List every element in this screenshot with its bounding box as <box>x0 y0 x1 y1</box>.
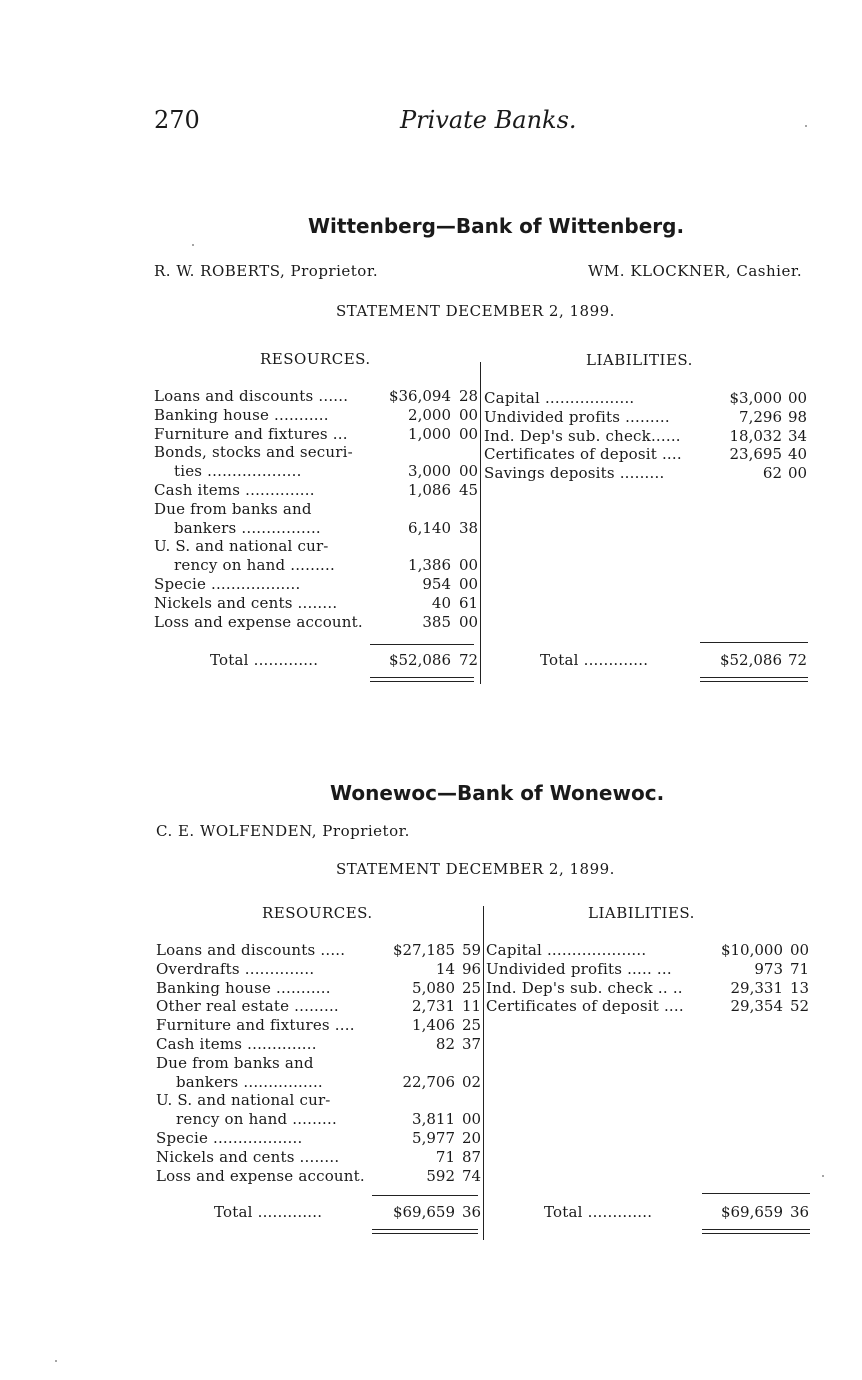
resource-dollars: 592 <box>426 1166 455 1185</box>
resource-cents: 20 <box>462 1129 482 1147</box>
subtotal-rule <box>700 642 808 643</box>
liability-cents: 00 <box>788 464 808 483</box>
resource-dollars: 1,386 <box>408 556 451 575</box>
resource-label: ties ................... <box>174 462 302 481</box>
resource-label: Loans and discounts ...... <box>154 387 349 405</box>
resource-dollars: 385 <box>422 612 451 631</box>
resource-cents: 00 <box>459 405 479 424</box>
subtotal-rule <box>370 644 474 645</box>
resource-dollars: 5,977 <box>412 1129 455 1147</box>
liability-dollars: 18,032 <box>729 426 782 445</box>
running-title: Private Banks. <box>400 106 577 134</box>
resource-cents: 87 <box>462 1147 482 1166</box>
resource-label: U. S. and national cur- <box>156 1091 331 1110</box>
resource-cents: 00 <box>459 612 479 631</box>
resource-dollars: $36,094 <box>388 387 451 405</box>
resource-label: Other real estate ......... <box>156 997 339 1016</box>
liability-label: Undivided profits ......... <box>484 407 670 426</box>
liability-dollars: 29,354 <box>730 997 783 1016</box>
liability-cents: 52 <box>790 997 810 1016</box>
resource-cents: 74 <box>462 1166 482 1185</box>
resources-total-cents: 36 <box>462 1203 482 1221</box>
resource-dollars: 5,080 <box>412 978 455 997</box>
resource-cents: 00 <box>459 424 479 443</box>
resources-total-dollars: $52,086 <box>388 651 451 669</box>
resource-cents: 00 <box>459 462 479 481</box>
statement-date: STATEMENT DECEMBER 2, 1899. <box>336 860 615 878</box>
resource-dollars: 71 <box>435 1147 455 1166</box>
resource-label: Loans and discounts ..... <box>156 941 346 959</box>
liability-label: Capital .................. <box>484 389 635 407</box>
resources-header: RESOURCES. <box>260 350 371 368</box>
resource-label: Banking house ........... <box>156 978 331 997</box>
resource-cents: 28 <box>459 387 479 405</box>
liability-dollars: 23,695 <box>729 445 782 464</box>
resource-label: Banking house ........... <box>154 405 329 424</box>
resource-label: bankers ................ <box>174 518 321 537</box>
resource-dollars: 1,000 <box>408 424 451 443</box>
liabilities-total-dollars: $52,086 <box>719 651 782 669</box>
total-double-rule <box>700 677 808 678</box>
liability-label: Ind. Dep's sub. check...... <box>484 426 681 445</box>
print-speck <box>55 1360 57 1362</box>
resources-total-cents: 72 <box>459 651 479 669</box>
liability-label: Undivided profits ..... ... <box>486 959 672 978</box>
resource-dollars: 2,000 <box>408 405 451 424</box>
resource-dollars: 6,140 <box>408 518 451 537</box>
resource-dollars: 1,086 <box>408 481 451 499</box>
resource-cents: 11 <box>462 997 482 1016</box>
liability-cents: 00 <box>790 941 810 959</box>
proprietor-line: C. E. WOLFENDEN, Proprietor. <box>156 822 410 840</box>
resource-dollars: 3,811 <box>412 1110 455 1129</box>
liability-cents: 71 <box>790 959 810 978</box>
subtotal-rule <box>372 1195 478 1196</box>
total-double-rule <box>370 681 474 682</box>
liability-cents: 13 <box>790 978 810 997</box>
resource-cents: 59 <box>462 941 482 959</box>
liability-label: Savings deposits ......... <box>484 464 665 483</box>
resource-label: Specie .................. <box>156 1129 303 1147</box>
resource-cents: 00 <box>459 575 479 593</box>
resource-cents: 25 <box>462 1016 482 1035</box>
print-speck <box>822 1175 824 1177</box>
resources-total-label: Total ............. <box>214 1203 323 1221</box>
resource-cents: 00 <box>462 1110 482 1129</box>
resource-cents: 02 <box>462 1072 482 1091</box>
resource-cents: 00 <box>459 556 479 575</box>
resource-dollars: 82 <box>435 1035 455 1053</box>
liability-cents: 00 <box>788 389 808 407</box>
resource-label: Due from banks and <box>156 1053 314 1072</box>
statement-date: STATEMENT DECEMBER 2, 1899. <box>336 302 615 320</box>
bank-title: Wittenberg—Bank of Wittenberg. <box>308 214 685 238</box>
resource-label: U. S. and national cur- <box>154 537 329 556</box>
column-divider <box>480 362 481 684</box>
resource-label: rency on hand ......... <box>176 1110 337 1129</box>
cashier-line: WM. KLOCKNER, Cashier. <box>588 262 803 280</box>
liabilities-header: LIABILITIES. <box>586 351 693 369</box>
liability-dollars: $10,000 <box>720 941 783 959</box>
resource-cents: 96 <box>462 959 482 978</box>
resource-dollars: 22,706 <box>402 1072 455 1091</box>
liabilities-header: LIABILITIES. <box>588 904 695 922</box>
resource-cents: 61 <box>459 593 479 612</box>
liability-dollars: 973 <box>754 959 783 978</box>
resource-cents: 25 <box>462 978 482 997</box>
liability-cents: 40 <box>788 445 808 464</box>
resource-cents: 45 <box>459 481 479 499</box>
liability-cents: 98 <box>788 407 808 426</box>
proprietor-line: R. W. ROBERTS, Proprietor. <box>154 262 379 280</box>
print-speck <box>192 244 194 246</box>
resource-label: Furniture and fixtures ... <box>154 424 348 443</box>
resource-label: Nickels and cents ........ <box>156 1147 340 1166</box>
resource-label: rency on hand ......... <box>174 556 335 575</box>
total-double-rule <box>372 1229 478 1230</box>
liability-label: Certificates of deposit .... <box>484 445 682 464</box>
print-speck <box>805 125 807 127</box>
subtotal-rule <box>702 1193 810 1194</box>
resource-label: Furniture and fixtures .... <box>156 1016 355 1035</box>
liability-cents: 34 <box>788 426 808 445</box>
liabilities-total-label: Total ............. <box>540 651 649 669</box>
total-double-rule <box>700 681 808 682</box>
resource-cents: 38 <box>459 518 479 537</box>
bank-title: Wonewoc—Bank of Wonewoc. <box>330 781 665 805</box>
resource-dollars: 14 <box>435 959 455 978</box>
page-number: 270 <box>154 106 200 134</box>
resource-dollars: 954 <box>422 575 451 593</box>
resources-header: RESOURCES. <box>262 904 373 922</box>
resources-total-dollars: $69,659 <box>392 1203 455 1221</box>
liability-label: Capital .................... <box>486 941 647 959</box>
total-double-rule <box>372 1233 478 1234</box>
column-divider <box>483 906 484 1240</box>
resource-dollars: 2,731 <box>412 997 455 1016</box>
liabilities-total-cents: 36 <box>790 1203 810 1221</box>
liability-dollars: 29,331 <box>730 978 783 997</box>
liabilities-total-dollars: $69,659 <box>720 1203 783 1221</box>
resource-dollars: 1,406 <box>412 1016 455 1035</box>
resource-dollars: $27,185 <box>392 941 455 959</box>
total-double-rule <box>702 1233 810 1234</box>
total-double-rule <box>702 1229 810 1230</box>
resource-label: Nickels and cents ........ <box>154 593 338 612</box>
resource-dollars: 40 <box>431 593 451 612</box>
resources-total-label: Total ............. <box>210 651 319 669</box>
liability-dollars: 7,296 <box>739 407 782 426</box>
liability-label: Ind. Dep's sub. check .. .. <box>486 978 683 997</box>
liability-dollars: $3,000 <box>729 389 782 407</box>
resource-label: bankers ................ <box>176 1072 323 1091</box>
resource-cents: 37 <box>462 1035 482 1053</box>
liabilities-total-label: Total ............. <box>544 1203 653 1221</box>
resource-label: Bonds, stocks and securi- <box>154 443 353 462</box>
resource-label: Loss and expense account. <box>154 612 363 631</box>
resource-label: Overdrafts .............. <box>156 959 315 978</box>
resource-label: Due from banks and <box>154 499 312 518</box>
liability-dollars: 62 <box>762 464 782 483</box>
resource-label: Loss and expense account. <box>156 1166 365 1185</box>
resource-label: Cash items .............. <box>154 481 315 499</box>
resource-dollars: 3,000 <box>408 462 451 481</box>
liabilities-total-cents: 72 <box>788 651 808 669</box>
resource-label: Cash items .............. <box>156 1035 317 1053</box>
total-double-rule <box>370 677 474 678</box>
resource-label: Specie .................. <box>154 575 301 593</box>
liability-label: Certificates of deposit .... <box>486 997 684 1016</box>
